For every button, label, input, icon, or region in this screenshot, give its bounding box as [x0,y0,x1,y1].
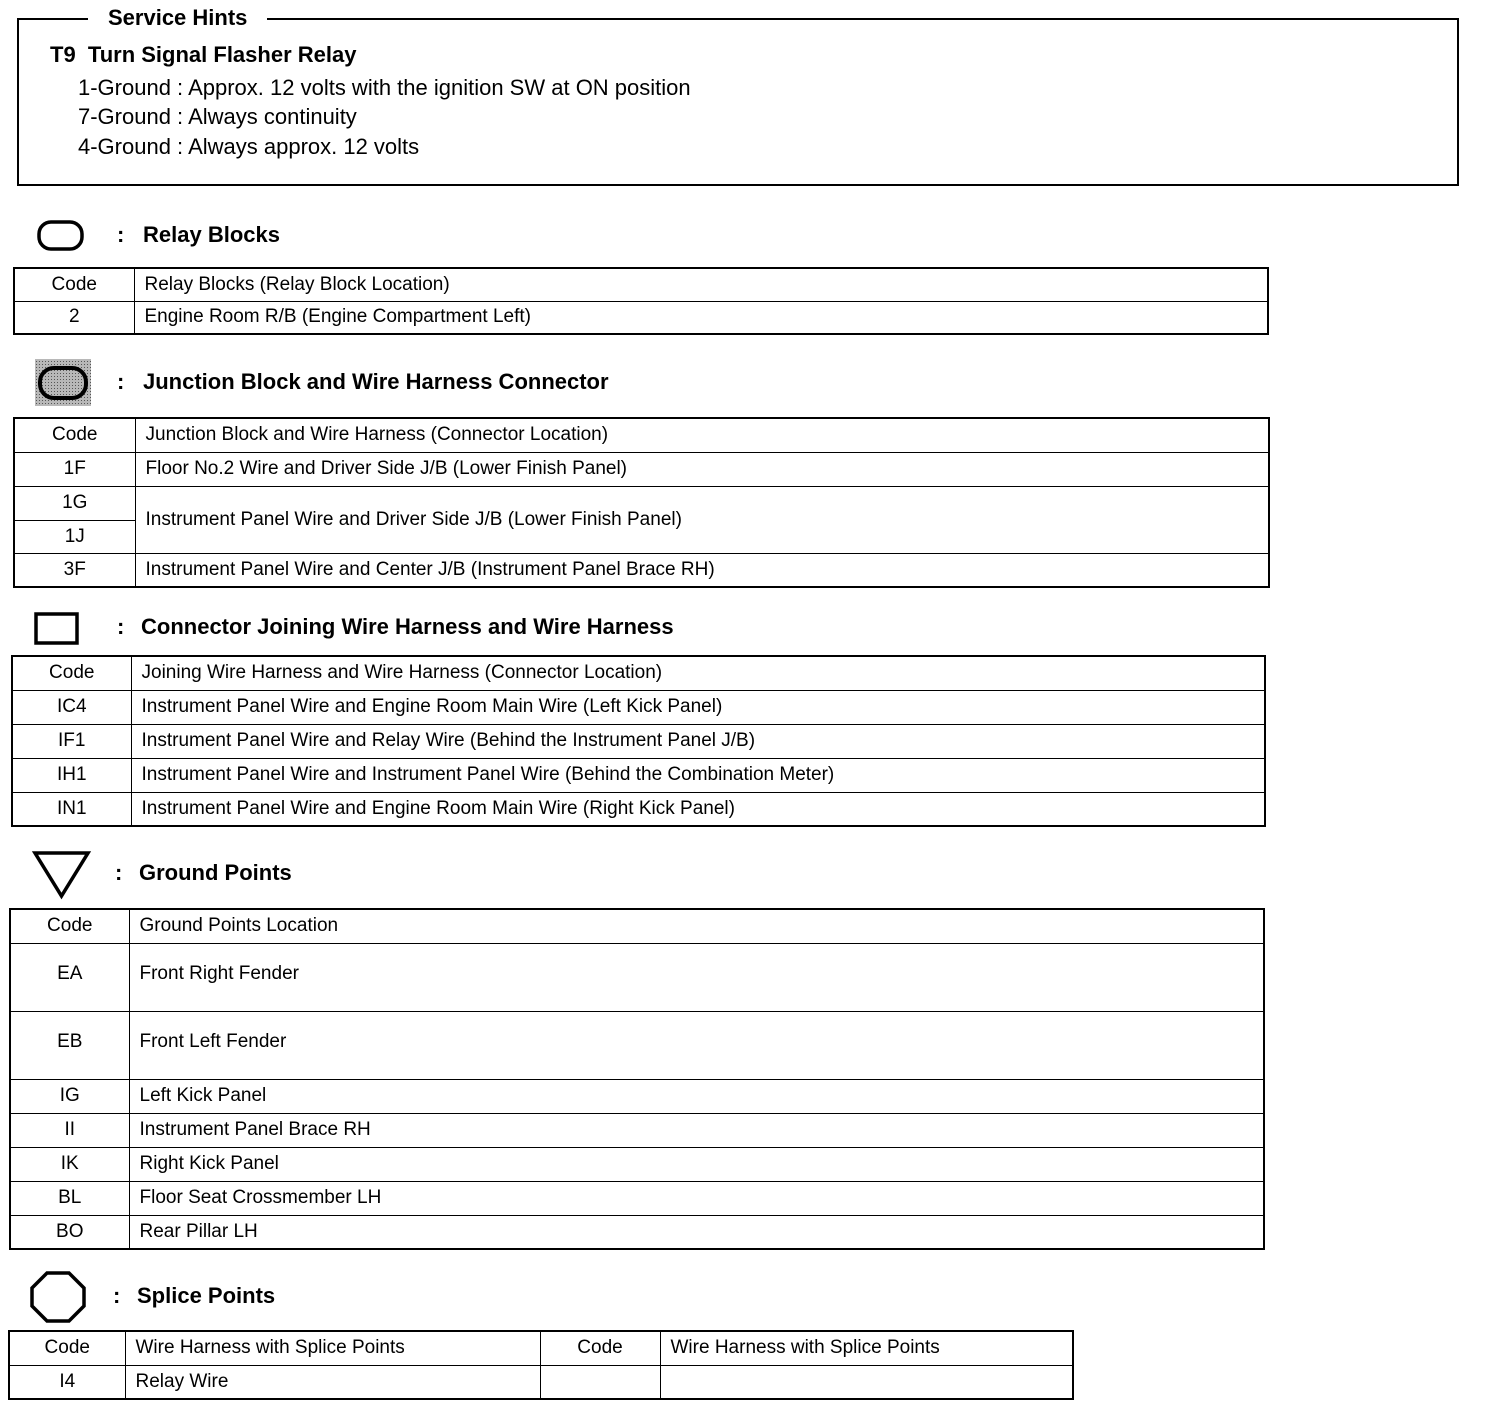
down-triangle-icon [31,849,93,901]
ground-points-table [9,908,1265,1250]
code-cell: I4 [9,1365,125,1399]
code-cell: IH1 [12,758,131,792]
header-code: Code [9,1331,125,1365]
table-row [14,452,1269,486]
location-cell: Instrument Panel Wire and Center J/B (Instrument Panel Brace RH) [135,553,1269,587]
code-cell: BO [10,1215,129,1249]
code-cell: IF1 [12,724,131,758]
code-cell: IK [10,1147,129,1181]
location-cell: Left Kick Panel [129,1079,1264,1113]
code-cell: BL [10,1181,129,1215]
table-header-row [14,418,1269,452]
table-header-row [14,268,1268,301]
code-cell [540,1365,660,1399]
table-row [12,792,1265,826]
header-location: Relay Blocks (Relay Block Location) [134,268,1268,301]
table-header-row [9,1331,1073,1365]
hint-line: 4-Ground : Always approx. 12 volts [78,134,420,159]
header-code: Code [14,418,135,452]
code-cell: 2 [14,301,134,334]
location-cell: Engine Room R/B (Engine Compartment Left) [134,301,1268,334]
location-cell: Front Left Fender [129,1011,1264,1079]
header-wire-harness: Wire Harness with Splice Points [660,1331,1073,1365]
code-cell: 3F [14,553,135,587]
section-title-ground-points: Ground Points [139,860,292,885]
header-location: Ground Points Location [129,909,1264,943]
hint-line: 1-Ground : Approx. 12 volts with the ignition SW at ON position [78,75,691,100]
table-row [10,943,1264,1011]
code-cell: IN1 [12,792,131,826]
table-row [12,758,1265,792]
table-row [10,1011,1264,1079]
location-cell: Instrument Panel Wire and Driver Side J/B (Lower Finish Panel) [135,486,1269,553]
code-cell: II [10,1113,129,1147]
code-cell: 1F [14,452,135,486]
table-row [10,1079,1264,1113]
section-title-junction-block: Junction Block and Wire Harness Connector [143,369,609,394]
junction-block-table [13,417,1270,588]
octagon-icon [29,1270,87,1324]
section-title-connector: Connector Joining Wire Harness and Wire Harness [141,614,674,639]
code-cell: 1G [14,486,135,520]
header-wire-harness: Wire Harness with Splice Points [125,1331,540,1365]
code-cell: EA [10,943,129,1011]
header-location: Joining Wire Harness and Wire Harness (Connector Location) [131,656,1265,690]
splice-points-table [8,1330,1074,1400]
location-cell: Right Kick Panel [129,1147,1264,1181]
rounded-rect-icon [36,218,86,256]
location-cell: Instrument Panel Wire and Relay Wire (Behind the Instrument Panel J/B) [131,724,1265,758]
code-cell: EB [10,1011,129,1079]
location-cell: Instrument Panel Wire and Engine Room Main Wire (Right Kick Panel) [131,792,1265,826]
location-cell: Rear Pillar LH [129,1215,1264,1249]
header-code: Code [10,909,129,943]
service-hints-title: Service Hints [88,5,267,31]
code-cell: IC4 [12,690,131,724]
location-cell: Instrument Panel Wire and Engine Room Main Wire (Left Kick Panel) [131,690,1265,724]
section-colon: : [117,222,125,247]
wire-harness-cell: Relay Wire [125,1365,540,1399]
code-cell: 1J [14,520,135,553]
connector-table [11,655,1266,827]
section-title-relay-blocks: Relay Blocks [143,222,280,247]
table-row [10,1113,1264,1147]
section-colon: : [117,369,125,394]
section-colon: : [117,614,125,639]
location-cell: Front Right Fender [129,943,1264,1011]
location-cell: Instrument Panel Wire and Instrument Panel Wire (Behind the Combination Meter) [131,758,1265,792]
table-row [10,1147,1264,1181]
table-row [12,724,1265,758]
location-cell: Instrument Panel Brace RH [129,1113,1264,1147]
table-header-row [10,909,1264,943]
table-row [9,1365,1073,1399]
header-code: Code [14,268,134,301]
wire-harness-cell [660,1365,1073,1399]
location-cell: Floor No.2 Wire and Driver Side J/B (Lower Finish Panel) [135,452,1269,486]
table-row [14,486,1269,520]
section-title-splice-points: Splice Points [137,1283,276,1308]
location-cell: Floor Seat Crossmember LH [129,1181,1264,1215]
hint-line: 7-Ground : Always continuity [78,104,357,129]
table-row [10,1215,1264,1249]
code-cell: IG [10,1079,129,1113]
rectangle-icon [33,611,81,647]
header-code: Code [12,656,131,690]
table-row [12,690,1265,724]
relay-title: T9 Turn Signal Flasher Relay [50,42,357,67]
table-row [10,1181,1264,1215]
relay-blocks-table [13,267,1269,335]
section-colon: : [115,860,123,885]
table-row [14,301,1268,334]
table-header-row [12,656,1265,690]
header-location: Junction Block and Wire Harness (Connector Location) [135,418,1269,452]
table-row [14,553,1269,587]
section-colon: : [113,1283,121,1308]
shaded-rounded-rect-icon [33,358,93,408]
header-code: Code [540,1331,660,1365]
